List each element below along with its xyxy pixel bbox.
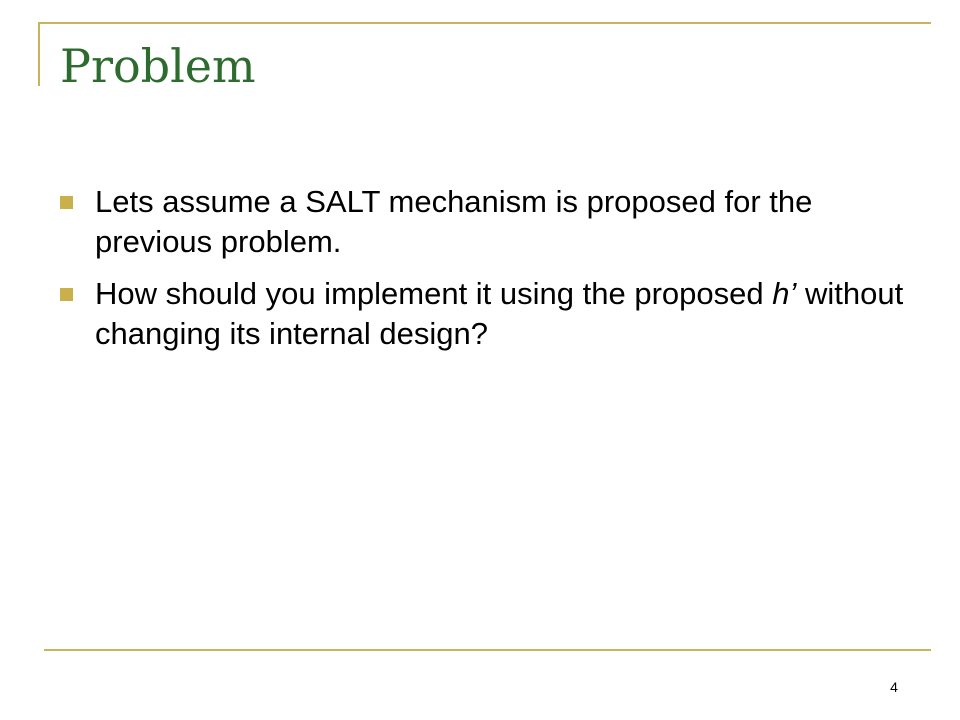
bullet-text: Lets assume a SALT mechanism is proposed for the previous problem. xyxy=(95,184,813,259)
bullet-item xyxy=(58,182,908,262)
bullet-list xyxy=(58,182,908,366)
bullet-item xyxy=(58,274,908,354)
bullet-text-start: How should you implement it using the proposed xyxy=(95,276,773,311)
slide-title: Problem xyxy=(60,39,256,93)
top-divider xyxy=(38,22,931,24)
square-bullet-icon xyxy=(60,196,73,209)
page-number: 4 xyxy=(890,679,898,695)
square-bullet-icon xyxy=(60,288,73,301)
bullet-text-end: without changing its internal design? xyxy=(95,276,904,351)
left-divider xyxy=(38,22,40,86)
bottom-divider xyxy=(44,649,931,651)
hash-function-symbol: h’ xyxy=(772,276,797,311)
